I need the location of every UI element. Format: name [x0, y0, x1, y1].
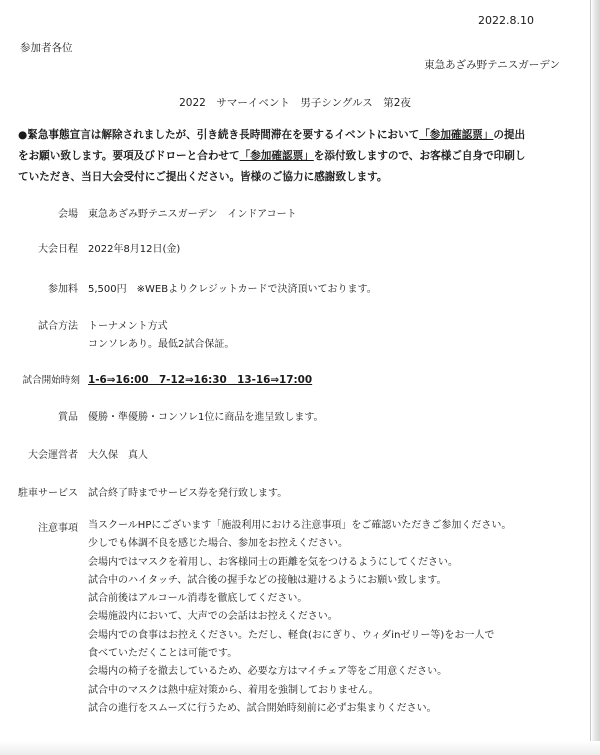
- page-edge-shadow: [590, 0, 600, 755]
- page-bottom-edge: [0, 741, 600, 755]
- note-item: 試合前後はアルコール消毒を徹底してください。: [88, 593, 308, 605]
- note-item: 会場内ではマスクを着用し、お客様同士の距離を気をつけるようにしてください。: [88, 556, 458, 568]
- note-item: 会場内の椅子を撤去しているため、必要な方はマイチェア等をご用意ください。: [88, 666, 448, 678]
- fee-label: 参加料: [48, 284, 78, 295]
- prize-value: 優勝・準優勝・コンソレ1位に商品を進呈致します。: [88, 412, 324, 423]
- notes-label: 注意事項: [38, 523, 78, 534]
- notice-line-2: [18, 146, 563, 167]
- document-title: 2022 サマーイベント 男子シングルス 第2夜: [179, 97, 411, 109]
- notice-text: の提出: [493, 129, 526, 141]
- note-item: 試合の進行をスムーズに行うため、試合開始時刻前に必ずお集まりください。: [88, 702, 437, 714]
- note-item: 会場施設内において、大声での会話はお控えください。: [88, 611, 338, 623]
- note-item: 食べていただくことは可能です。: [88, 648, 238, 660]
- start-time-value: 1-6⇒16:00 7-12⇒16:30 13-16⇒17:00: [88, 374, 313, 386]
- notice-text: ●緊急事態宣言は解除されましたが、引き続き長時間滞在を要するイベントにおいて: [18, 129, 420, 141]
- manager-value: 大久保 真人: [88, 450, 148, 461]
- format-value-line-2: コンソレあり。最低2試合保証。: [88, 339, 235, 350]
- confirmation-form-reference: 「参加確認票」: [239, 150, 314, 162]
- format-value-line-1: トーナメント方式: [88, 321, 168, 332]
- note-item: 少しでも体調不良を感じた場合、参加をお控えください。: [88, 538, 348, 550]
- note-item: 試合中のマスクは熱中症対策から、着用を強制しておりません。: [88, 684, 379, 696]
- issue-date: 2022.8.10: [478, 14, 534, 27]
- parking-label: 駐車サービス: [18, 488, 78, 499]
- note-item: 当スクールHPにございます「施設利用における注意事項」をご確認いただきご参加ください。: [88, 520, 512, 531]
- note-item: 会場内での食事はお控えください。ただし、軽食(おにぎり、ウィダinゼリー等)をお一人で: [88, 629, 495, 641]
- notice-paragraph: [18, 125, 563, 188]
- prize-label: 賞品: [58, 412, 78, 423]
- notice-line-1: [18, 125, 563, 146]
- fee-value: 5,500円 ※WEBよりクレジットカードで決済頂いております。: [88, 284, 377, 295]
- notice-text: を添付致しますので、お客様ご自身で印刷し: [313, 150, 526, 162]
- notes-list: [88, 517, 511, 718]
- event-date-value: 2022年8月12日(金): [88, 244, 181, 255]
- parking-value: 試合終了時までサービス券を発行致します。: [88, 488, 288, 499]
- notice-text: をお願い致します。要項及びドローと合わせて: [18, 150, 240, 162]
- start-time-label: 試合開始時刻: [22, 375, 80, 386]
- event-date-label: 大会日程: [38, 244, 78, 255]
- venue-label: 会場: [58, 209, 78, 220]
- notice-line-3: ていただき、当日大会受付にご提出ください。皆様のご協力に感謝致します。: [18, 171, 388, 183]
- note-item: 試合中のハイタッチ、試合後の握手などの接触は避けるようにお願い致します。: [88, 574, 447, 586]
- organizer-name: 東急あざみ野テニスガーデン: [424, 59, 560, 71]
- venue-value: 東急あざみ野テニスガーデン インドアコート: [88, 209, 297, 220]
- manager-label: 大会運営者: [28, 450, 78, 461]
- confirmation-form-reference: 「参加確認票」: [419, 129, 494, 141]
- addressee: 参加者各位: [20, 42, 73, 54]
- format-label: 試合方法: [38, 321, 78, 332]
